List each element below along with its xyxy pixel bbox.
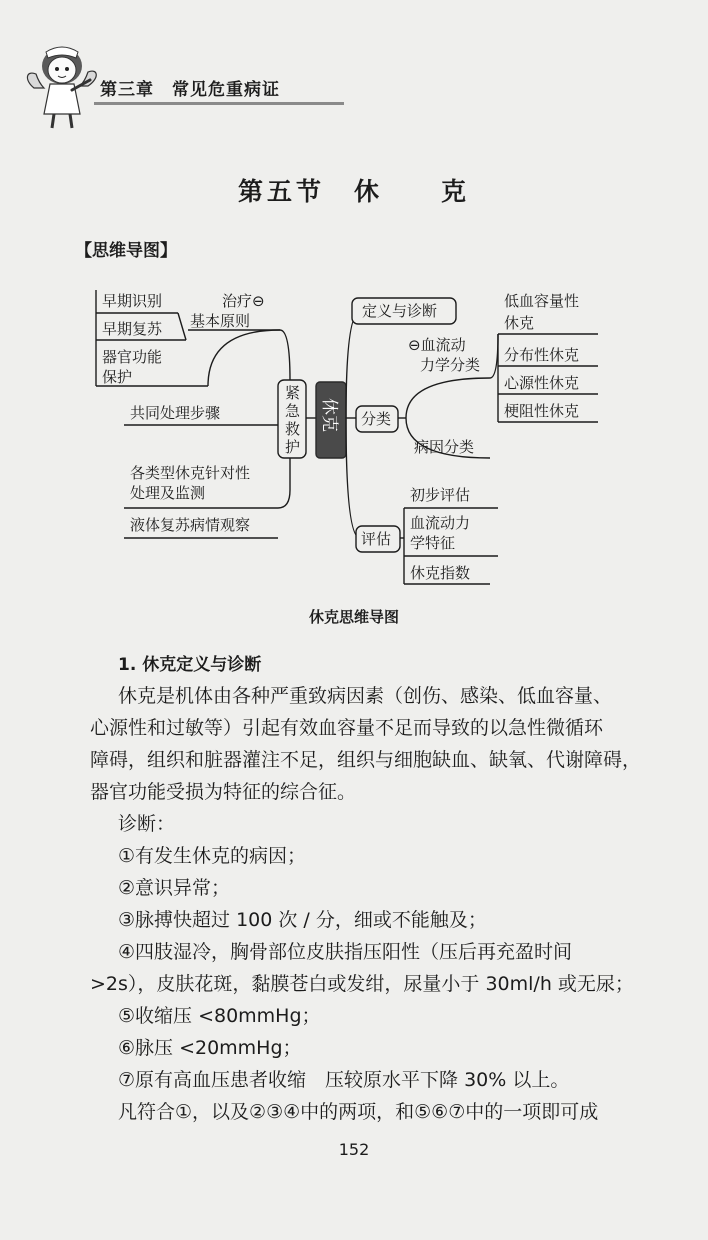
treatment-principle: [190, 292, 269, 330]
emergency-char: 护: [285, 438, 301, 456]
principle-item-early-resuscitation: 早期复苏: [102, 320, 163, 338]
classification: 分类: [361, 410, 392, 428]
center-topic: 休克: [319, 398, 339, 432]
assessment-item-shock-index: 休克指数: [410, 564, 471, 582]
treatment-principle-line1: 治疗⊖: [222, 292, 265, 310]
principle-item-organ-protection: [102, 348, 167, 386]
assessment-item-hemodynamic: [410, 514, 475, 552]
principle-item-organ-line2: 保护: [102, 368, 133, 386]
treatment-principle-line2: 基本原则: [190, 312, 251, 330]
etiology-classification: 病因分类: [414, 438, 475, 456]
monitor-item-line2: 处理及监测: [130, 484, 206, 502]
criteria-item: ②意识异常；: [118, 877, 231, 899]
common-steps: 共同处理步骤: [130, 404, 221, 422]
hypovolemic-line1: 低血容量性: [504, 292, 580, 310]
definition-line: 心源性和过敏等）引起有效血容量不足而导致的以急性微循环: [90, 717, 604, 739]
hypovolemic-line2: 休克: [504, 314, 535, 332]
criteria-item: ①有发生休克的病因；: [118, 845, 307, 867]
mindmap-caption: 休克思维导图: [308, 608, 399, 626]
definition-line: 障碍，组织和脏器灌注不足，组织与细胞缺血、缺氧、代谢障碍，: [90, 749, 642, 771]
hemodynamic-type-cardiogenic: 心源性休克: [504, 374, 580, 392]
hemodynamic-classification: [408, 336, 480, 374]
emergency-char: 急: [285, 402, 301, 420]
criteria-item: >2s），皮肤花斑，黏膜苍白或发绀，尿量小于 30ml/h 或无尿；: [90, 973, 634, 995]
monitor-item-line1: 各类型休克针对性: [130, 464, 251, 482]
hemodynamic-type-hypovolemic: [504, 292, 584, 332]
assessment-hemo-line1: 血流动力: [410, 514, 471, 532]
definition-line: 休克是机体由各种严重致病因素（创伤、感染、低血容量、: [118, 685, 613, 707]
section-title: 第五节 休 克: [237, 177, 470, 206]
mindmap-diagram: [0, 0, 708, 600]
criteria-item: ⑤收缩压 <80mmHg；: [118, 1005, 321, 1027]
criteria-item: ⑥脉压 <20mmHg；: [118, 1037, 302, 1059]
emergency-char: 救: [285, 420, 301, 438]
criteria-item: ④四肢湿冷，胸骨部位皮肤指压阳性（压后再充盈时间: [118, 941, 573, 963]
definition-line: 器官功能受损为特征的综合征。: [90, 781, 357, 803]
hemodynamic-line1: ⊖血流动: [408, 336, 466, 354]
definition-diagnosis: 定义与诊断: [362, 302, 438, 320]
assessment: 评估: [361, 530, 392, 548]
hemodynamic-type-obstructive: 梗阻性休克: [504, 402, 580, 420]
emergency-char: 紧: [285, 384, 301, 402]
monitor-item-fluid: 液体复苏病情观察: [130, 516, 251, 534]
mindmap-label: 【思维导图】: [75, 241, 177, 261]
content-heading: 1. 休克定义与诊断: [118, 655, 262, 675]
monitor-item-targeted: [130, 464, 255, 502]
principle-item-early-identification: 早期识别: [102, 292, 163, 310]
criteria-item: ⑦原有高血压患者收缩 压较原水平下降 30% 以上。: [118, 1069, 570, 1091]
hemodynamic-line2: 力学分类: [420, 356, 481, 374]
conclusion-line: 凡符合①，以及②③④中的两项，和⑤⑥⑦中的一项即可成: [118, 1101, 599, 1123]
principle-item-organ-line1: 器官功能: [102, 348, 163, 366]
assessment-item-initial: 初步评估: [410, 486, 471, 504]
chapter-title: 第三章 常见危重病证: [100, 80, 280, 100]
page-number: 152: [338, 1140, 370, 1159]
assessment-hemo-line2: 学特征: [410, 534, 456, 552]
diagnosis-label: 诊断：: [118, 813, 176, 835]
hemodynamic-type-distributive: 分布性休克: [504, 346, 580, 364]
criteria-item: ③脉搏快超过 100 次 / 分，细或不能触及；: [118, 909, 487, 931]
